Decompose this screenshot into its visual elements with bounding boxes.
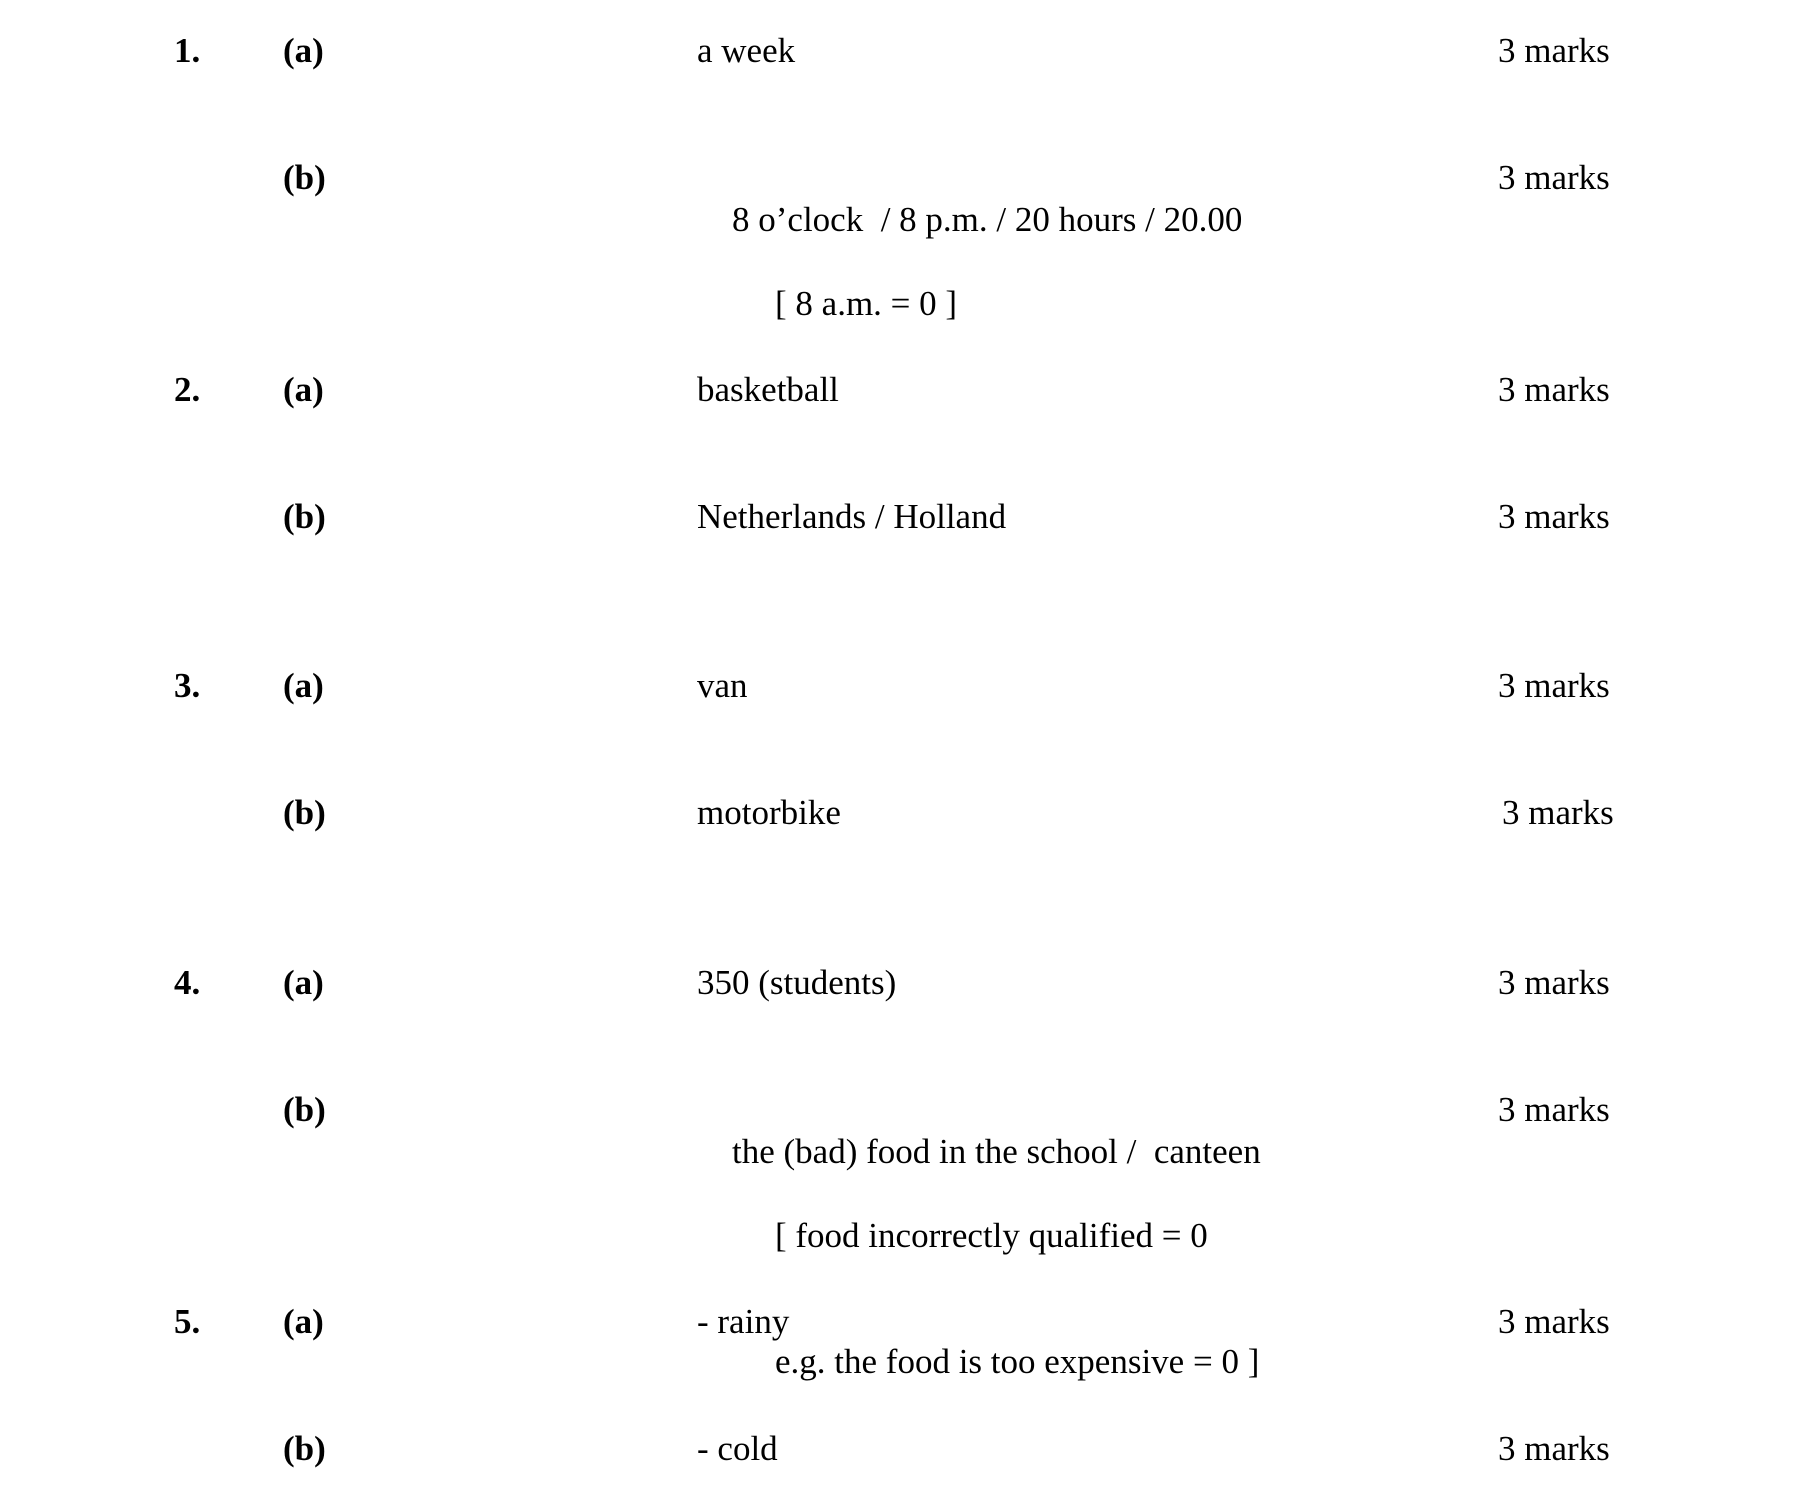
question-number: 4. bbox=[174, 963, 201, 1002]
answer-text: the (bad) food in the school / canteen bbox=[732, 1132, 1261, 1171]
part-label: (a) bbox=[283, 1302, 324, 1341]
answer-text: van bbox=[697, 666, 748, 705]
part-label: (a) bbox=[283, 963, 324, 1002]
part-label: (a) bbox=[283, 666, 324, 705]
marks: 3 marks bbox=[1498, 31, 1610, 70]
part-label: (b) bbox=[283, 497, 326, 536]
question-number: 5. bbox=[174, 1302, 201, 1341]
question-number: 3. bbox=[174, 666, 201, 705]
answer-text: basketball bbox=[697, 370, 839, 409]
marks: 3 marks bbox=[1498, 666, 1610, 705]
marks: 3 marks bbox=[1498, 497, 1610, 536]
answer-block bbox=[697, 1089, 1261, 1467]
answer-text: 8 o’clock / 8 p.m. / 20 hours / 20.00 bbox=[732, 200, 1243, 239]
answer-text: - cold bbox=[697, 1429, 778, 1468]
marking-note: [ food incorrectly qualified = 0 bbox=[775, 1216, 1208, 1255]
question-number: 1. bbox=[174, 31, 201, 70]
part-label: (a) bbox=[283, 370, 324, 409]
part-label: (a) bbox=[283, 31, 324, 70]
part-label: (b) bbox=[283, 1090, 326, 1129]
answer-text: 350 (students) bbox=[697, 963, 897, 1002]
question-number: 2. bbox=[174, 370, 201, 409]
answer-text: a week bbox=[697, 31, 796, 70]
marking-note: [ 8 a.m. = 0 ] bbox=[775, 284, 958, 323]
marking-note: e.g. the food is too expensive = 0 ] bbox=[775, 1342, 1260, 1381]
marks: 3 marks bbox=[1498, 1302, 1610, 1341]
part-label: (b) bbox=[283, 158, 326, 197]
marks: 3 marks bbox=[1498, 1090, 1610, 1129]
marks: 3 marks bbox=[1498, 370, 1610, 409]
marks: 3 marks bbox=[1502, 793, 1614, 832]
part-label: (b) bbox=[283, 1429, 326, 1468]
part-label: (b) bbox=[283, 793, 326, 832]
marks: 3 marks bbox=[1498, 158, 1610, 197]
marks: 3 marks bbox=[1498, 963, 1610, 1002]
marks: 3 marks bbox=[1498, 1429, 1610, 1468]
answer-text: - rainy bbox=[697, 1302, 790, 1341]
answer-text: Netherlands / Holland bbox=[697, 497, 1007, 536]
answer-text: motorbike bbox=[697, 793, 841, 832]
